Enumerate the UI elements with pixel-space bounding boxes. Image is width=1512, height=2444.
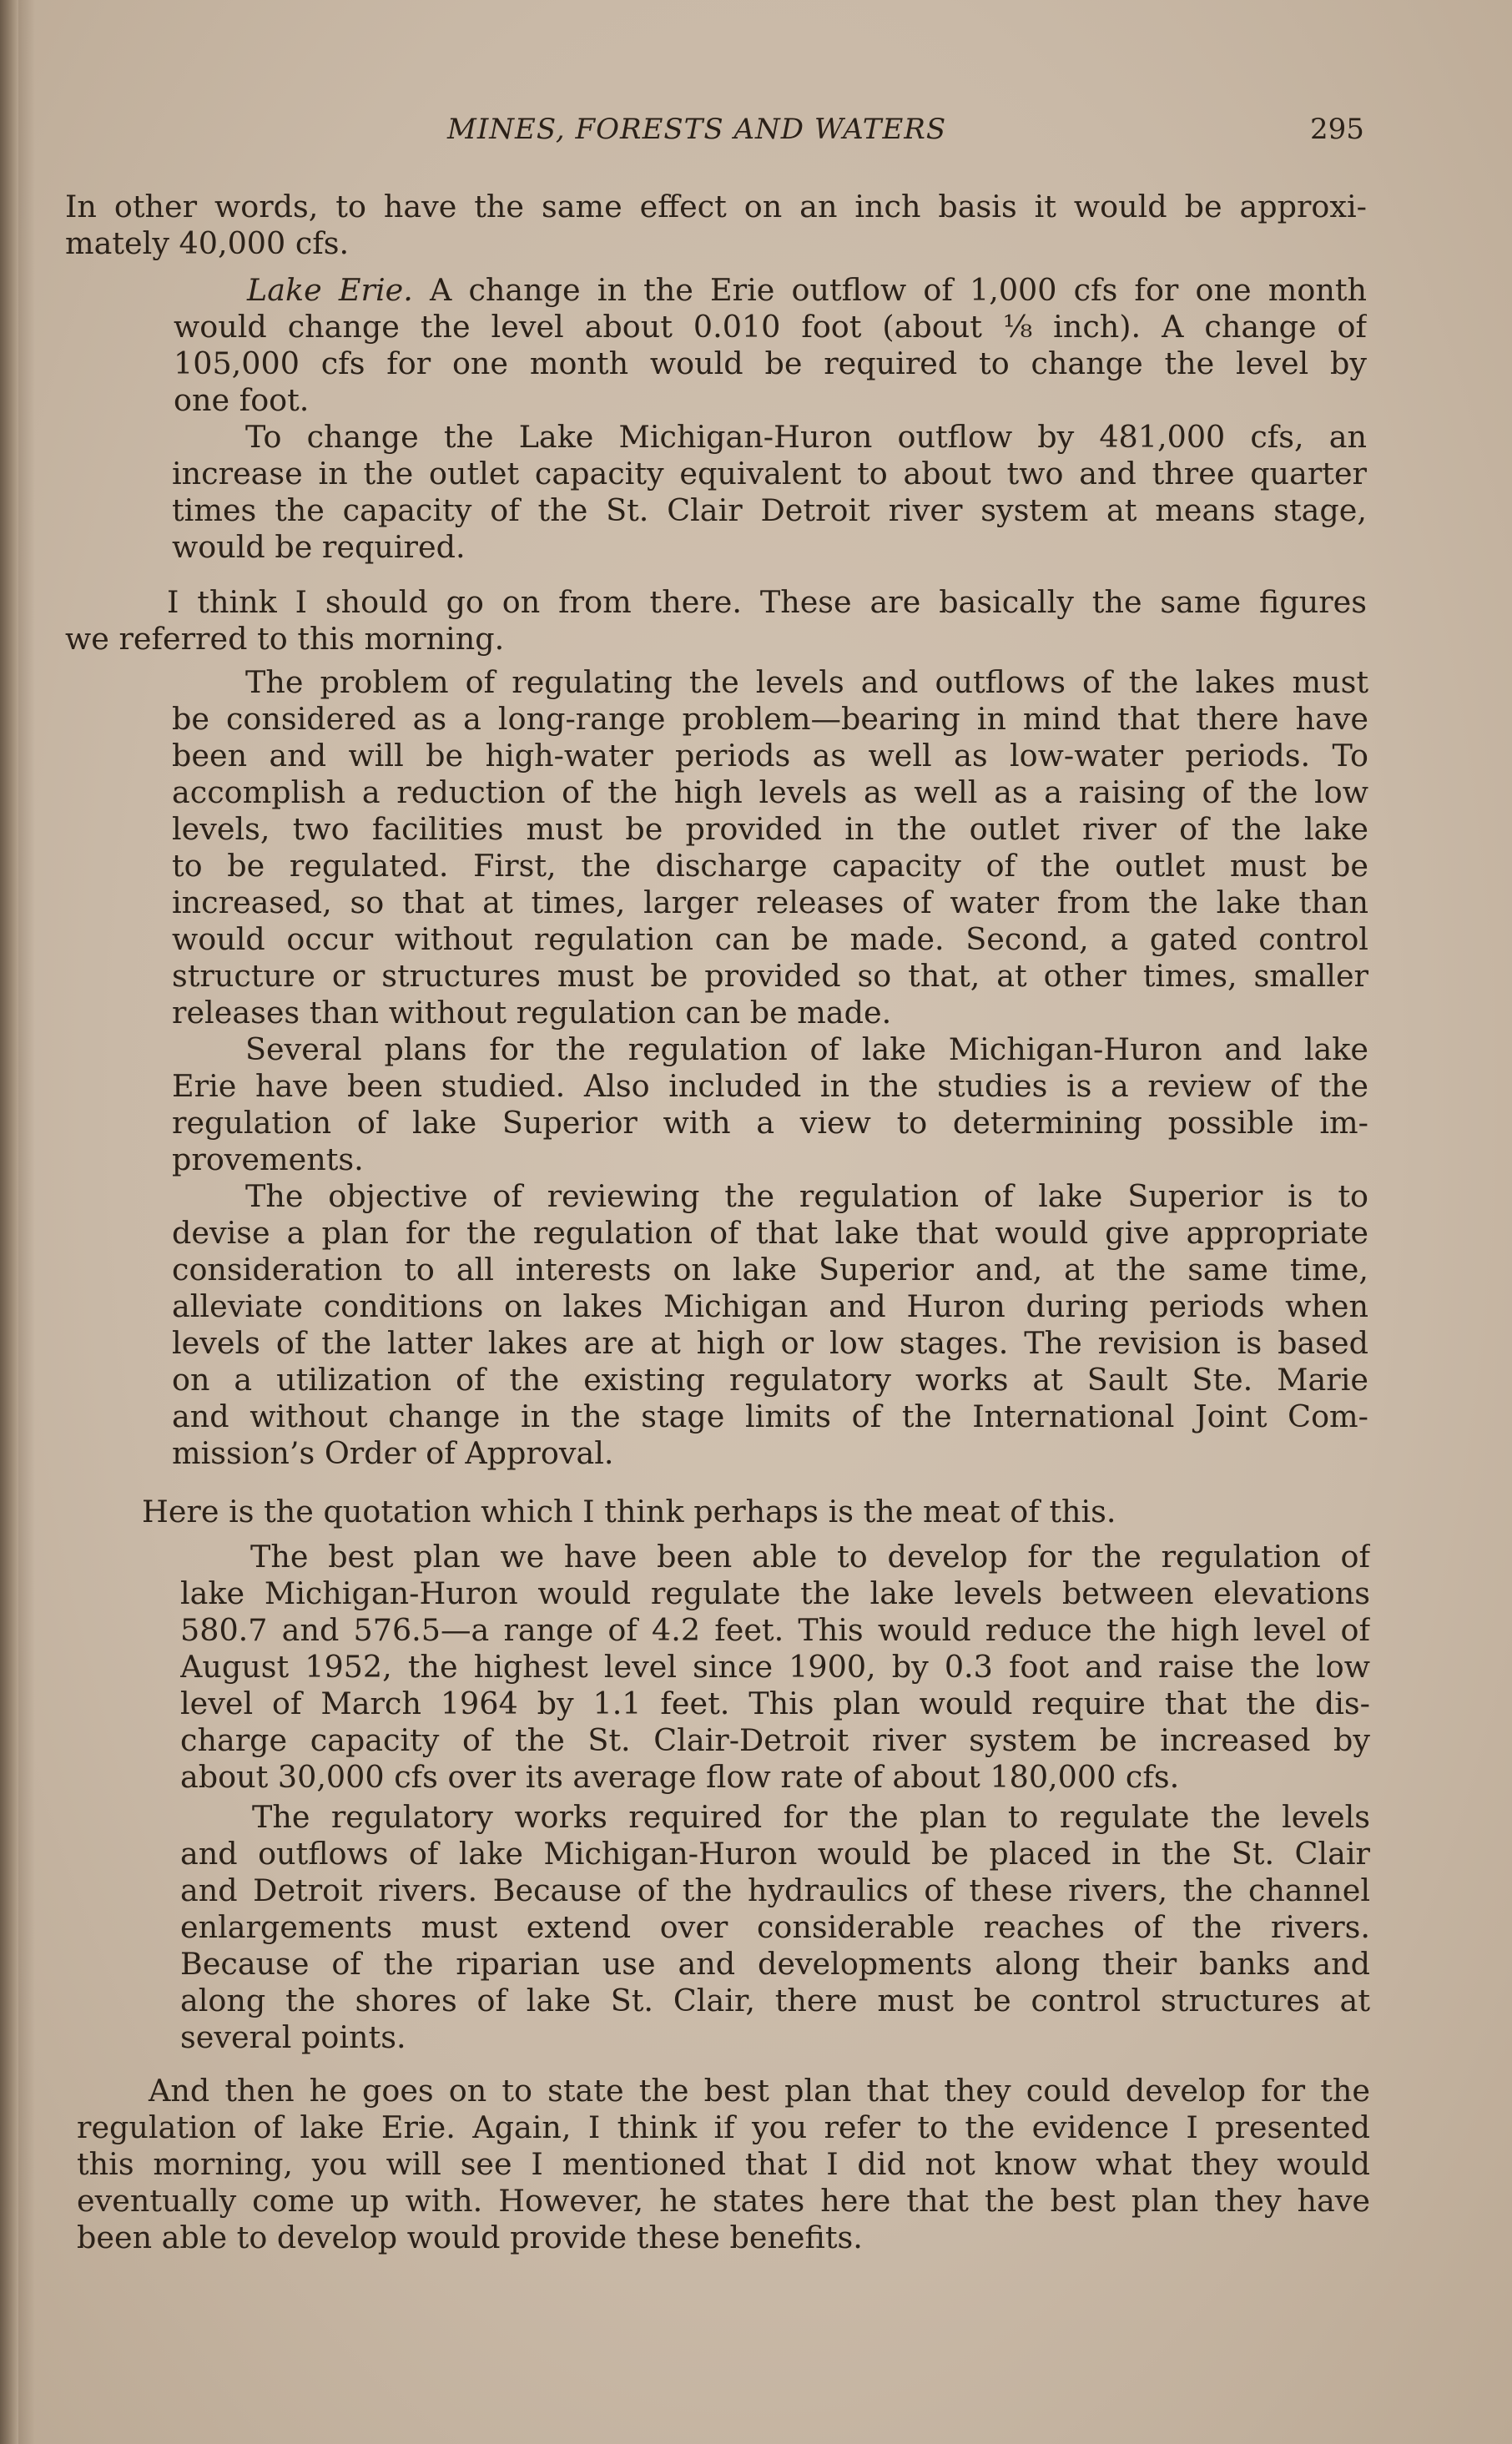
text-line: Erie have been studied. Also included in the studies is a review of the: [172, 1068, 1368, 1104]
text-line: levels, two facilities must be provided in the outlet river of the lake: [172, 811, 1368, 847]
text-line: enlargements must extend over considerable reaches of the rivers.: [180, 1909, 1370, 1945]
text-line: Because of the riparian use and developments along their banks and: [180, 1946, 1370, 1982]
text-line: we referred to this morning.: [65, 621, 505, 657]
page-number: 295: [1310, 113, 1364, 146]
text-line: levels of the latter lakes are at high or low stages. The revision is based: [172, 1325, 1368, 1361]
text-line: mately 40,000 cfs.: [65, 225, 350, 261]
text-line: Here is the quotation which I think perhaps is the meat of this.: [142, 1494, 1116, 1529]
text-line: August 1952, the highest level since 1900, by 0.3 foot and raise the low: [180, 1649, 1370, 1685]
text-line: Several plans for the regulation of lake Michigan-Huron and lake: [245, 1031, 1368, 1067]
text-line: consideration to all interests on lake Superior and, at the same time,: [172, 1252, 1368, 1288]
quote-several-plans: [172, 1031, 1368, 1178]
text-line: increase in the outlet capacity equivalent to about two and three quarter: [172, 456, 1367, 491]
text-line: charge capacity of the St. Clair-Detroit river system be increased by: [180, 1722, 1370, 1758]
text-line: along the shores of lake St. Clair, there must be control structures at: [180, 1983, 1370, 2018]
text-line: I think I should go on from there. These are basically the same figures: [167, 584, 1367, 620]
text-line: devise a plan for the regulation of that lake that would give appropriate: [172, 1215, 1368, 1251]
text-line: The regulatory works required for the plan to regulate the levels: [252, 1799, 1370, 1835]
book-binding-edge: [0, 0, 18, 2444]
text-line: eventually come up with. However, he states here that the best plan they have: [77, 2183, 1370, 2219]
text-line: be considered as a long-range problem—bearing in mind that there have: [172, 701, 1368, 737]
text-run: A change in the Erie outflow of 1,000 cfs for one month: [412, 272, 1367, 308]
text-line: regulation of lake Erie. Again, I think if you refer to the evidence I presented: [77, 2109, 1370, 2145]
text-line: to be regulated. First, the discharge capacity of the outlet must be: [172, 848, 1368, 884]
italic-heading: Lake Erie.: [247, 272, 413, 308]
text-line: times the capacity of the St. Clair Detroit river system at means stage,: [172, 492, 1367, 528]
text-line: structure or structures must be provided so that, at other times, smaller: [172, 958, 1368, 994]
text-line: and Detroit rivers. Because of the hydraulics of these rivers, the channel: [180, 1872, 1370, 1908]
text-line: The objective of reviewing the regulation of lake Superior is to: [245, 1178, 1368, 1214]
text-line: this morning, you will see I mentioned that I did not know what they would: [77, 2146, 1370, 2182]
text-line: The best plan we have been able to develop for the regulation of: [250, 1539, 1370, 1575]
text-line: and without change in the stage limits of the International Joint Com-: [172, 1398, 1368, 1434]
text-line: several points.: [180, 2019, 406, 2055]
text-line: would be required.: [172, 529, 466, 565]
text-line: and outflows of lake Michigan-Huron would be placed in the St. Clair: [180, 1836, 1370, 1872]
quote-michigan-huron-outflow: [172, 419, 1367, 566]
text-line: mission’s Order of Approval.: [172, 1435, 614, 1471]
text-line: In other words, to have the same effect on an inch basis it would be approxi-: [65, 189, 1367, 224]
text-line: alleviate conditions on lakes Michigan and Huron during periods when: [172, 1288, 1368, 1324]
text-line: 580.7 and 576.5—a range of 4.2 feet. This would reduce the high level of: [180, 1612, 1370, 1648]
text-line: been and will be high-water periods as well as low-water periods. To: [172, 738, 1368, 774]
quote-regulation-problem: [172, 664, 1368, 1031]
quote-regulatory-works: [180, 1799, 1370, 2056]
text-line: on a utilization of the existing regulatory works at Sault Ste. Marie: [172, 1362, 1368, 1398]
text-line: And then he goes on to state the best plan that they could develop for the: [149, 2073, 1370, 2109]
paragraph-2: [65, 584, 1367, 658]
text-line: releases than without regulation can be made.: [172, 995, 892, 1031]
quote-best-plan-michigan-huron: [180, 1539, 1370, 1796]
paragraph-1: [65, 189, 1367, 262]
text-line: accomplish a reduction of the high levels as well as a raising of the low: [172, 774, 1368, 810]
paragraph-3: [142, 1494, 1368, 1530]
text-line: would occur without regulation can be made. Second, a gated control: [172, 921, 1368, 957]
text-line: To change the Lake Michigan-Huron outflow by 481,000 cfs, an: [245, 419, 1367, 455]
text-line: level of March 1964 by 1.1 feet. This plan would require that the dis-: [180, 1686, 1370, 1721]
paragraph-4: [77, 2073, 1370, 2256]
quote-lake-superior-objective: [172, 1178, 1368, 1472]
text-line: about 30,000 cfs over its average flow rate of about 180,000 cfs.: [180, 1759, 1180, 1795]
text-line: been able to develop would provide these benefits.: [77, 2220, 863, 2255]
text-line: one foot.: [174, 382, 310, 418]
text-line: lake Michigan-Huron would regulate the lake levels between elevations: [180, 1575, 1370, 1611]
running-title: MINES, FORESTS AND WATERS: [447, 113, 947, 146]
binding-shadow: [18, 0, 35, 2444]
text-line: [174, 272, 1367, 309]
text-line: provements.: [172, 1141, 364, 1177]
text-line: would change the level about 0.010 foot (about ⅛ inch). A change of: [174, 309, 1367, 345]
text-line: The problem of regulating the levels and outflows of the lakes must: [245, 664, 1368, 700]
text-line: increased, so that at times, larger releases of water from the lake than: [172, 884, 1368, 920]
text-line: 105,000 cfs for one month would be required to change the level by: [174, 345, 1367, 381]
quote-lake-erie: [174, 272, 1367, 419]
text-line: regulation of lake Superior with a view to determining possible im-: [172, 1105, 1368, 1141]
